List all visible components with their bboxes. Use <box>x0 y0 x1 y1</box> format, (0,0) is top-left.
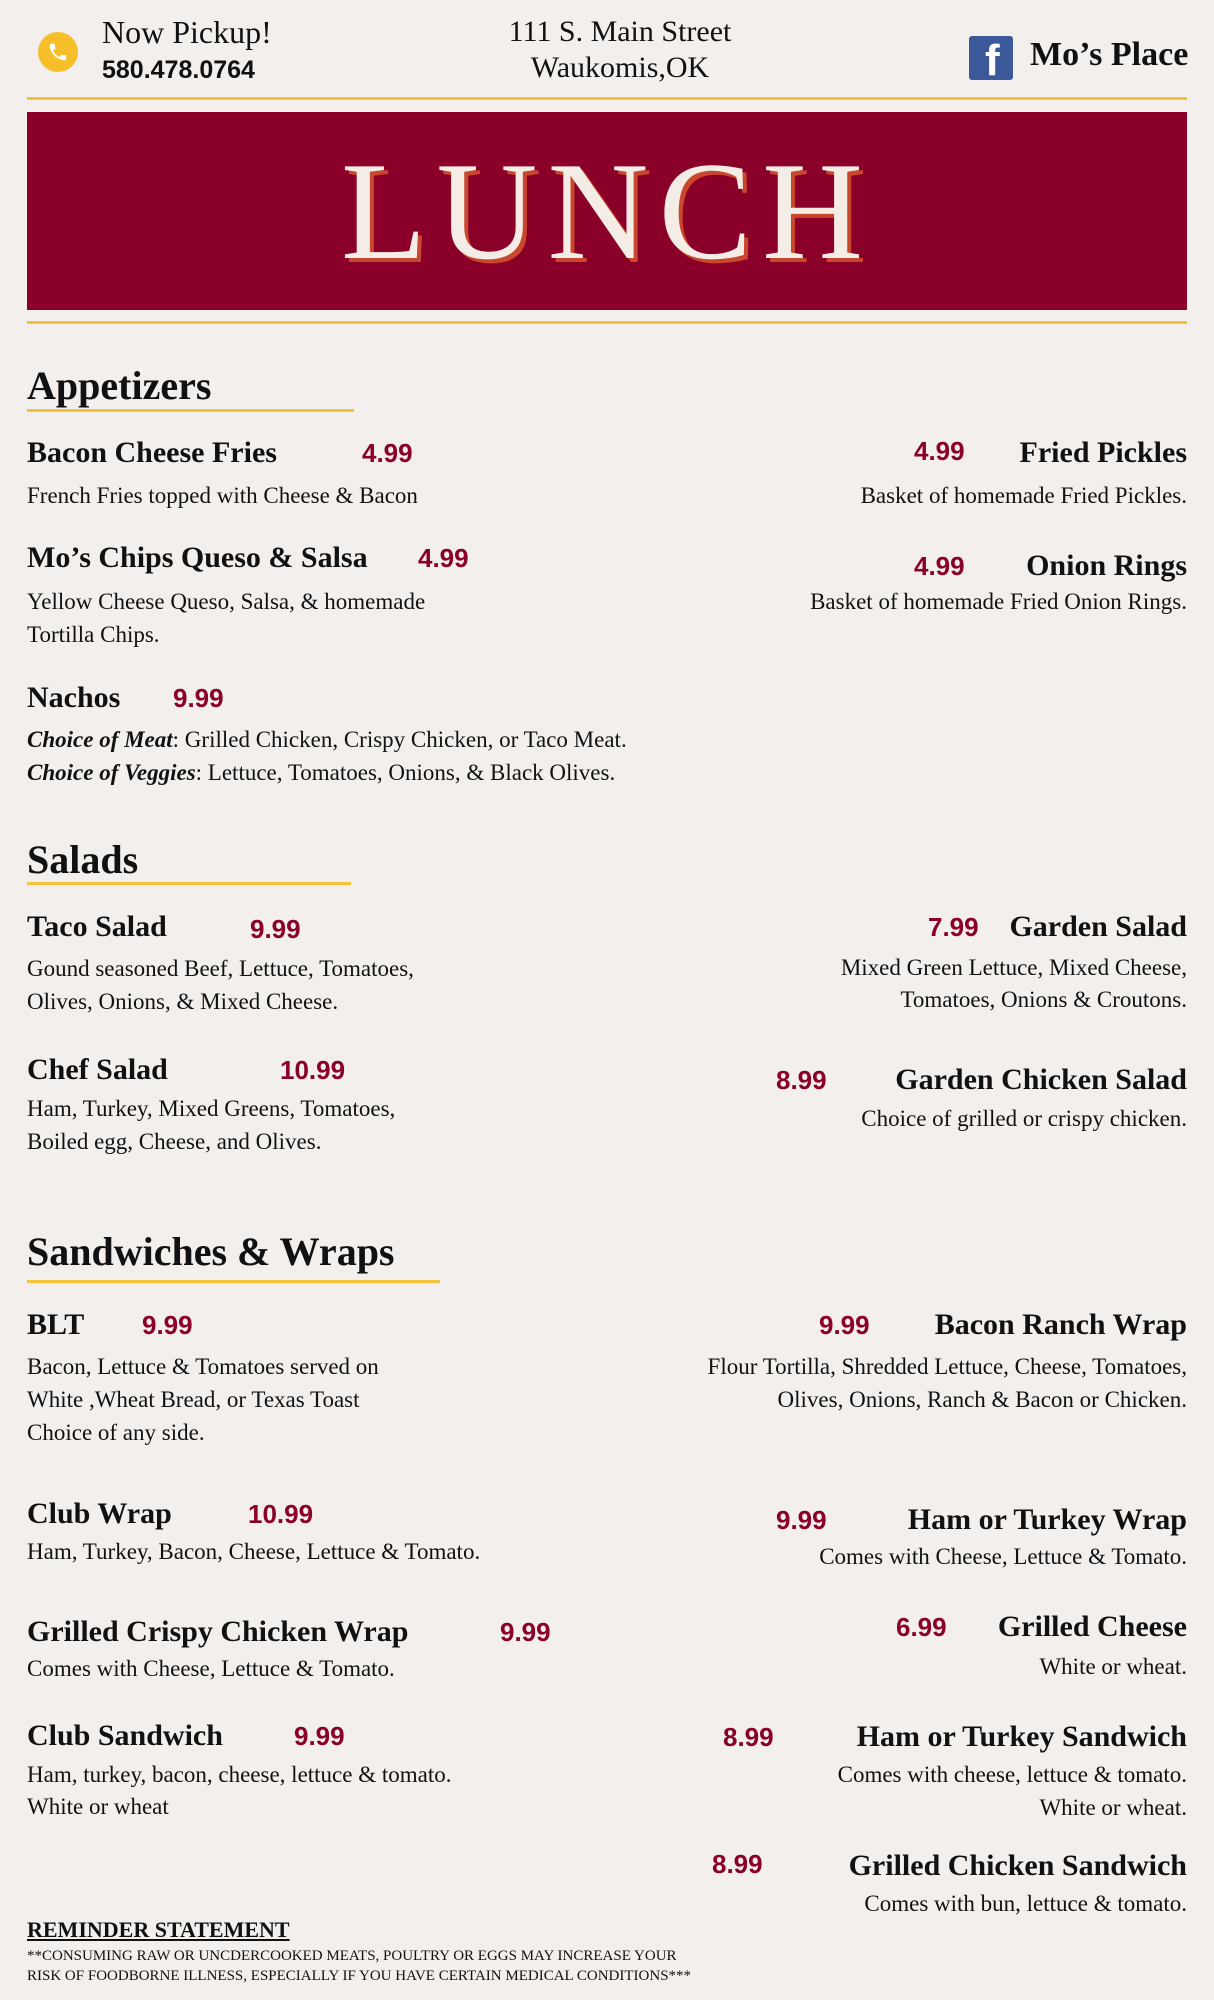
reminder-title: REMINDER STATEMENT <box>27 1917 290 1942</box>
item-name: Club Wrap <box>27 1497 172 1530</box>
reminder-text: **CONSUMING RAW OR UNCDERCOOKED MEATS, POULTRY OR EGGS MAY INCREASE YOUR RISK OF FOODBORNE ILLNESS, ESPECIALLY IF YOU HAVE CERTAIN MEDICAL CONDITIONS*** <box>27 1948 692 1984</box>
item-name: Fried Pickles <box>1019 436 1187 469</box>
item-name: Taco Salad <box>27 910 167 943</box>
item-desc: Boiled egg, Cheese, and Olives. <box>27 1129 322 1154</box>
item-name: Grilled Cheese <box>997 1610 1187 1643</box>
banner-divider <box>27 321 1187 324</box>
item-desc: Gound seasoned Beef, Lettuce, Tomatoes, <box>27 956 414 981</box>
item-name: Garden Chicken Salad <box>895 1063 1187 1096</box>
item-desc: White ,Wheat Bread, or Texas Toast <box>27 1387 360 1412</box>
item-name: Bacon Ranch Wrap <box>934 1308 1187 1341</box>
address-line1: 111 S. Main Street <box>508 15 732 48</box>
item-desc: Ham, Turkey, Bacon, Cheese, Lettuce & Tomato. <box>27 1539 481 1564</box>
item-price: 9.99 <box>250 914 301 944</box>
item-desc: Choice of Meat: Grilled Chicken, Crispy Chicken, or Taco Meat. <box>27 727 627 752</box>
item-desc: Comes with Cheese, Lettuce & Tomato. <box>819 1544 1187 1569</box>
section-title-appetizers: Appetizers <box>27 363 212 408</box>
item-desc: Basket of homemade Fried Pickles. <box>860 483 1187 508</box>
item-price: 8.99 <box>723 1722 774 1752</box>
section-title-salads: Salads <box>27 837 139 882</box>
item-desc: Mixed Green Lettuce, Mixed Cheese, <box>840 955 1187 980</box>
item-desc: Tomatoes, Onions & Croutons. <box>900 987 1187 1012</box>
item-price: 8.99 <box>712 1849 763 1879</box>
pickup-label: Now Pickup! <box>102 14 272 50</box>
item-name: Club Sandwich <box>27 1719 223 1752</box>
item-desc: Ham, turkey, bacon, cheese, lettuce & tomato. <box>27 1762 452 1787</box>
section-title-sandwiches: Sandwiches & Wraps <box>27 1229 395 1274</box>
item-price: 4.99 <box>914 436 965 466</box>
facebook-icon[interactable]: f <box>969 36 1013 80</box>
item-name: Bacon Cheese Fries <box>27 436 277 469</box>
item-desc: Choice of grilled or crispy chicken. <box>861 1106 1187 1131</box>
item-desc: Choice of any side. <box>27 1420 205 1445</box>
top-divider <box>27 97 1187 100</box>
item-desc: Flour Tortilla, Shredded Lettuce, Cheese, Tomatoes, <box>707 1354 1187 1379</box>
item-price: 7.99 <box>928 912 979 942</box>
brand-name[interactable]: Mo’s Place <box>1030 36 1189 73</box>
phone-icon[interactable] <box>38 32 78 72</box>
item-desc: French Fries topped with Cheese & Bacon <box>27 483 418 508</box>
banner-title: LUNCH <box>340 134 874 289</box>
section-underline <box>27 882 351 885</box>
item-price: 9.99 <box>819 1310 870 1340</box>
item-desc: Olives, Onions, & Mixed Cheese. <box>27 989 339 1014</box>
item-price: 4.99 <box>362 438 413 468</box>
item-desc: Basket of homemade Fried Onion Rings. <box>810 589 1187 614</box>
item-price: 9.99 <box>142 1310 193 1340</box>
item-price: 9.99 <box>173 683 224 713</box>
item-desc: Comes with bun, lettuce & tomato. <box>864 1891 1187 1916</box>
section-underline <box>27 1280 440 1283</box>
item-price: 8.99 <box>776 1065 827 1095</box>
section-underline <box>27 409 354 412</box>
item-desc: Bacon, Lettuce & Tomatoes served on <box>27 1354 379 1379</box>
item-price: 9.99 <box>776 1505 827 1535</box>
phone-number[interactable]: 580.478.0764 <box>102 56 255 84</box>
item-name: BLT <box>27 1308 85 1341</box>
item-name: Garden Salad <box>1009 910 1187 943</box>
item-desc: Comes with Cheese, Lettuce & Tomato. <box>27 1656 395 1681</box>
item-name: Nachos <box>27 681 121 714</box>
item-price: 9.99 <box>500 1617 551 1647</box>
item-price: 10.99 <box>248 1499 314 1529</box>
item-price: 6.99 <box>896 1612 947 1642</box>
lunch-banner <box>27 112 1187 310</box>
item-desc: White or wheat <box>27 1794 169 1819</box>
item-desc: Ham, Turkey, Mixed Greens, Tomatoes, <box>27 1096 396 1121</box>
address-line2: Waukomis,OK <box>530 51 710 84</box>
item-name: Mo’s Chips Queso & Salsa <box>27 541 368 574</box>
item-price: 10.99 <box>280 1055 346 1085</box>
item-desc: Olives, Onions, Ranch & Bacon or Chicken. <box>777 1387 1187 1412</box>
item-price: 4.99 <box>914 551 965 581</box>
item-desc: White or wheat. <box>1039 1795 1187 1820</box>
item-name: Ham or Turkey Sandwich <box>856 1720 1187 1753</box>
item-desc: Yellow Cheese Queso, Salsa, & homemade <box>27 589 426 614</box>
item-name: Chef Salad <box>27 1053 168 1086</box>
item-name: Grilled Crispy Chicken Wrap <box>27 1615 409 1648</box>
item-desc: Comes with cheese, lettuce & tomato. <box>837 1762 1187 1787</box>
item-price: 9.99 <box>294 1721 345 1751</box>
item-desc: White or wheat. <box>1039 1654 1187 1679</box>
item-desc: Choice of Veggies: Lettuce, Tomatoes, Onions, & Black Olives. <box>27 760 616 785</box>
item-desc: Tortilla Chips. <box>27 622 160 647</box>
item-name: Onion Rings <box>1026 549 1187 582</box>
item-name: Grilled Chicken Sandwich <box>848 1849 1187 1882</box>
item-price: 4.99 <box>418 543 469 573</box>
item-name: Ham or Turkey Wrap <box>907 1503 1187 1536</box>
